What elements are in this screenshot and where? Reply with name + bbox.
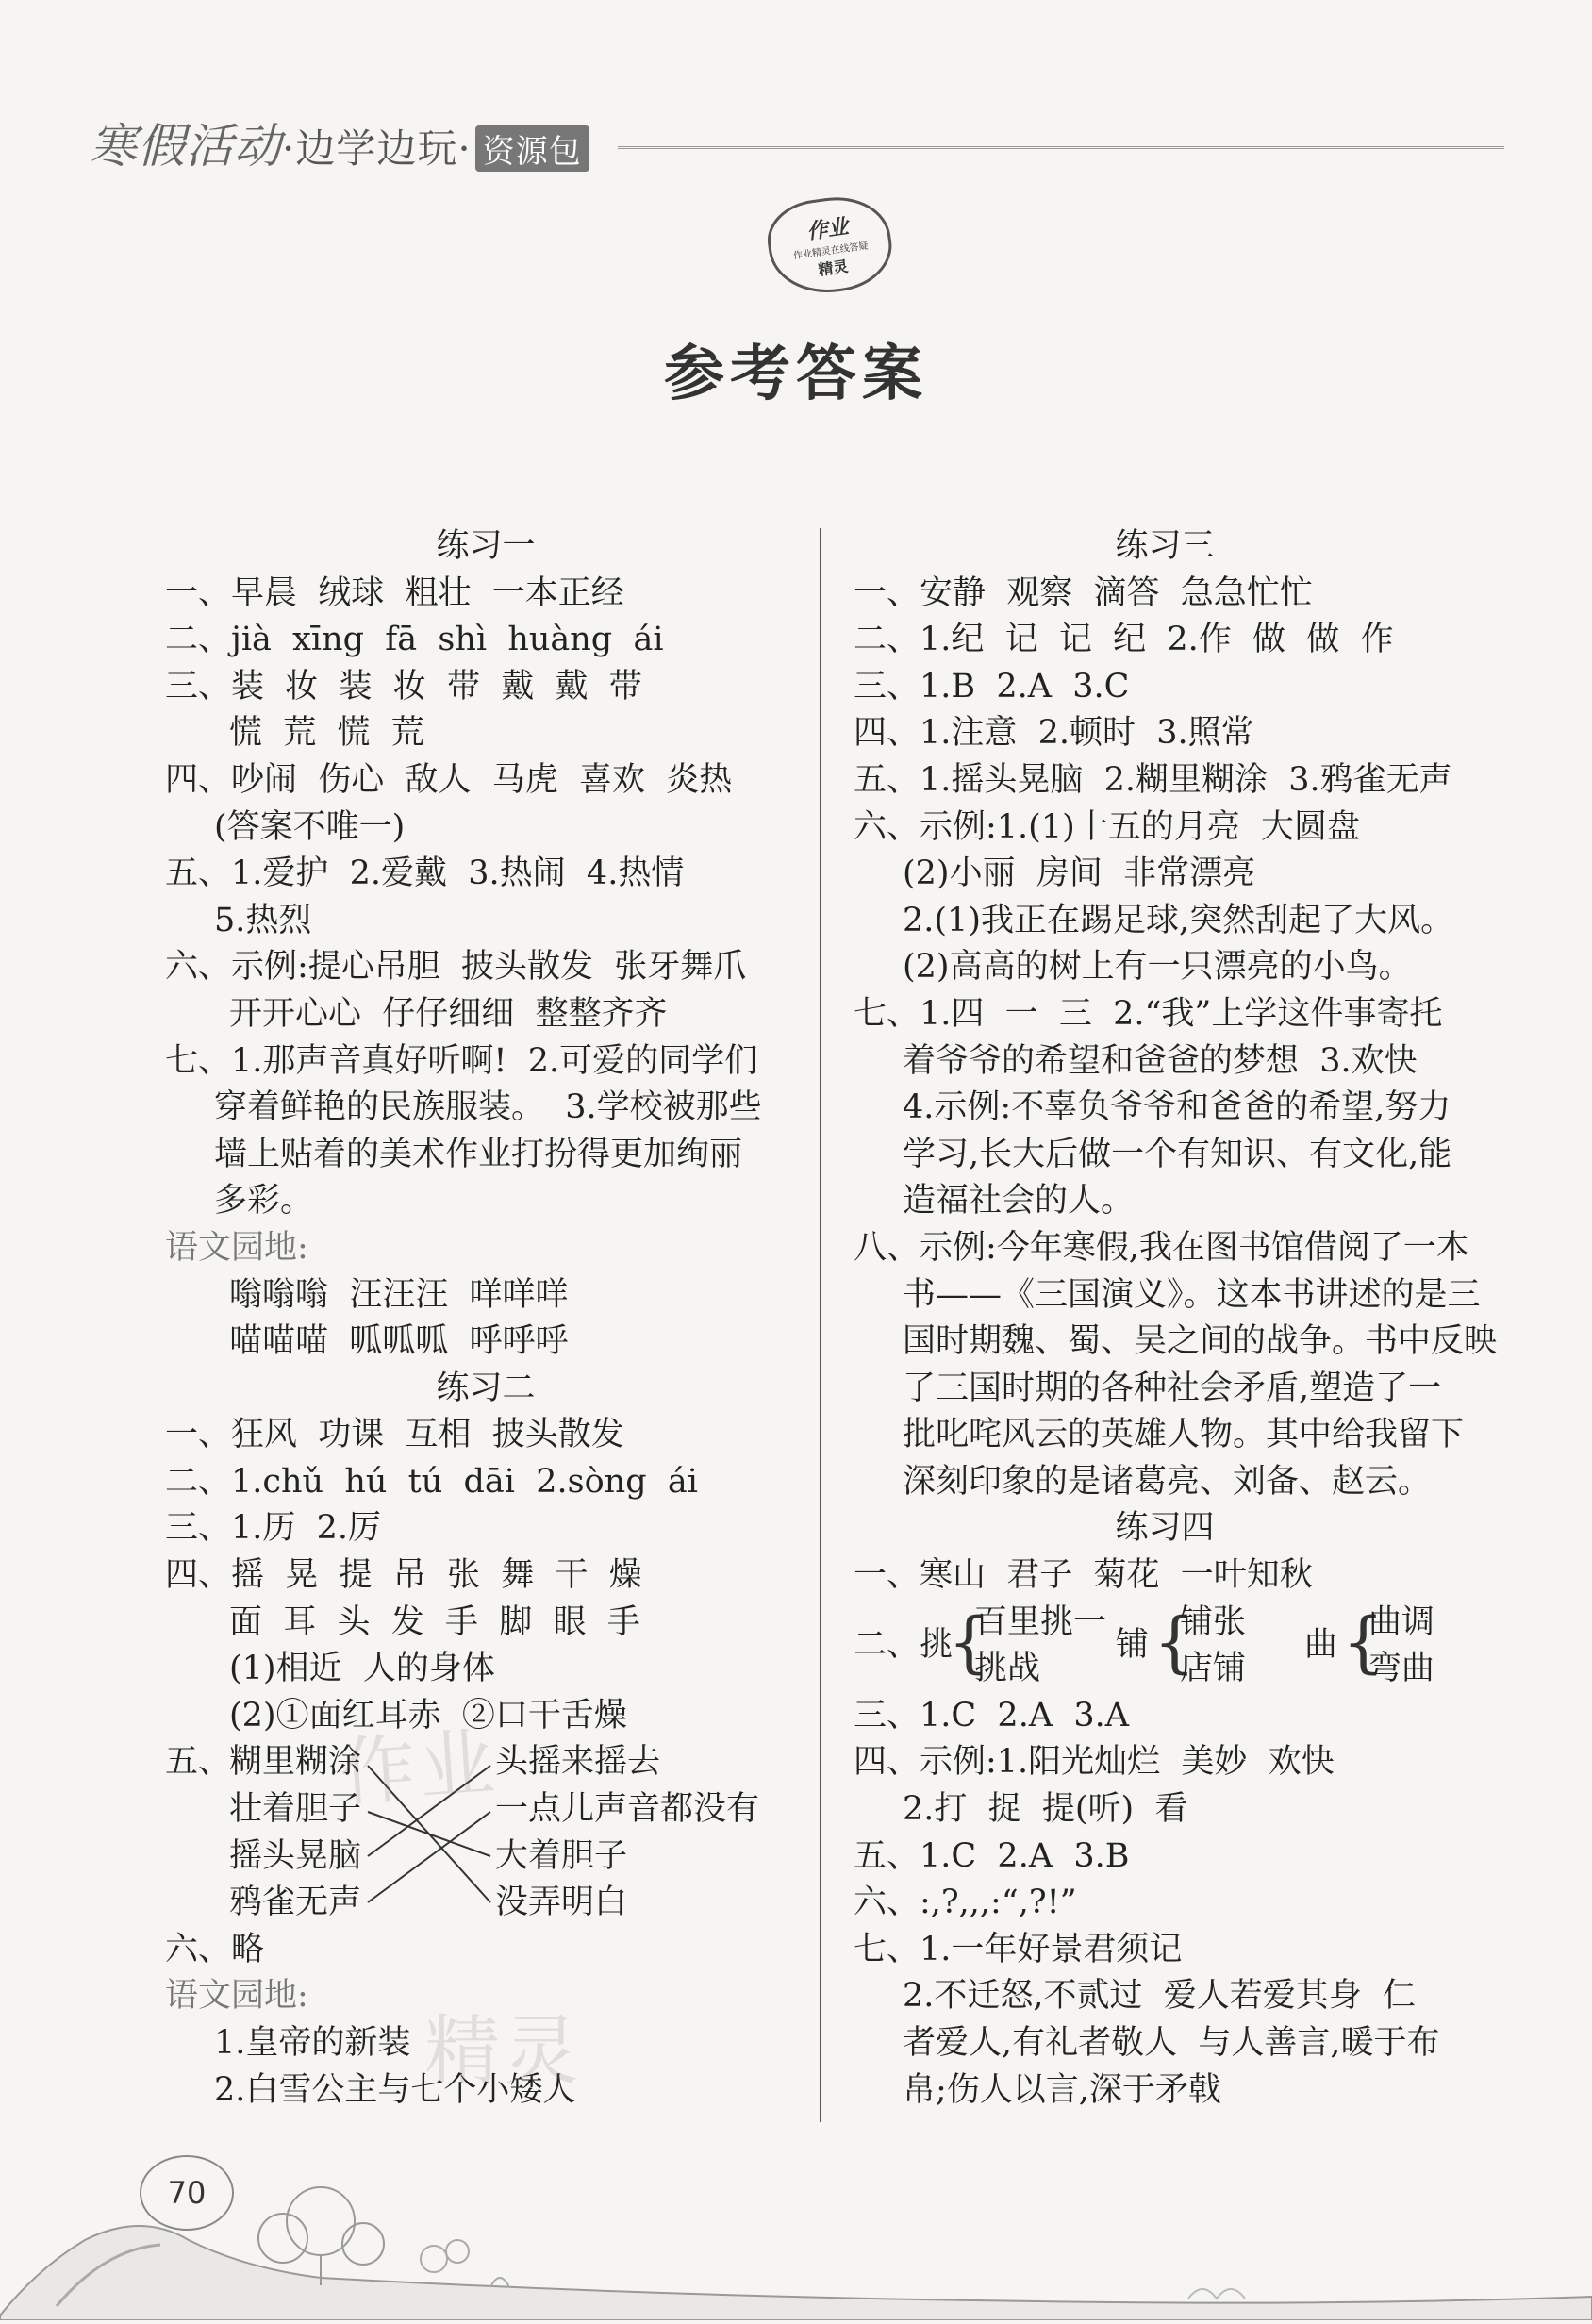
answer-line: 六、示例:1.(1)十五的月亮 大圆盘 — [854, 807, 1361, 846]
section-title-ex1: 练习一 — [436, 527, 536, 565]
brace-head: 曲 — [1304, 1625, 1338, 1664]
answer-line: 四、吵闹 伤心 敌人 马虎 喜欢 炎热 — [165, 760, 733, 799]
section-title-ex3: 练习三 — [1115, 527, 1215, 565]
answer-line: 墙上贴着的美术作业打扮得更加绚丽 — [214, 1135, 743, 1173]
answer-line: 了三国时期的各种社会矛盾,塑造了一 — [903, 1369, 1442, 1407]
answer-line: 国时期魏、蜀、吴之间的战争。书中反映 — [903, 1322, 1498, 1361]
footer-decoration — [0, 2127, 1592, 2320]
chinese-garden-label: 语文园地: — [165, 1977, 308, 2016]
brand-separator: ·边学边玩· — [282, 125, 472, 172]
answer-line: 造福社会的人。 — [903, 1182, 1135, 1220]
brace-item: 曲调 — [1368, 1602, 1435, 1641]
chinese-garden-label: 语文园地: — [165, 1228, 308, 1267]
answer-line: (2)①面红耳赤 ②口干舌燥 — [229, 1696, 627, 1735]
answer-line: 2.打 捉 提(听) 看 — [903, 1790, 1188, 1829]
seal-line1: 作业 — [804, 213, 851, 244]
answer-line: 嗡嗡嗡 汪汪汪 咩咩咩 — [229, 1275, 569, 1314]
header-rule — [618, 146, 1504, 149]
section-title-ex4: 练习四 — [1115, 1509, 1215, 1548]
brace-icon: { — [1153, 1602, 1196, 1681]
seal-line2: 作业精灵在线答疑 — [792, 240, 870, 261]
section-title-ex2: 练习二 — [436, 1369, 536, 1407]
brace-icon: { — [948, 1602, 990, 1681]
answer-line: 着爷爷的希望和爸爸的梦想 3.欢快 — [903, 1041, 1418, 1080]
answer-line: 四、示例:1.阳光灿烂 美妙 欢快 — [854, 1743, 1335, 1782]
answer-line: 2.白雪公主与七个小矮人 — [214, 2070, 576, 2109]
answer-line: 2.不迁怒,不贰过 爱人若爱其身 仁 — [903, 1977, 1417, 2016]
answer-line: (2)小丽 房间 非常漂亮 — [903, 855, 1256, 893]
answer-line: 多彩。 — [214, 1182, 314, 1220]
answer-line: 2.(1)我正在踢足球,突然刮起了大风。 — [903, 901, 1454, 939]
match-line — [368, 1812, 490, 1902]
page-title: 参考答案 — [664, 339, 928, 409]
match-line — [368, 1812, 490, 1856]
answer-line: 书——《三国演义》。这本书讲述的是三 — [903, 1275, 1481, 1314]
watermark: 精灵 — [424, 2007, 583, 2095]
answer-line: 慌 荒 慌 荒 — [229, 714, 424, 753]
answer-line: (2)高高的树上有一只漂亮的小鸟。 — [903, 948, 1412, 987]
brace-icon: { — [1342, 1602, 1385, 1681]
answer-line: 四、1.注意 2.顿时 3.照常 — [854, 714, 1254, 753]
seal-line3: 精灵 — [817, 257, 850, 279]
answer-line: 1.皇帝的新装 — [214, 2024, 411, 2063]
answer-line: 喵喵喵 呱呱呱 呼呼呼 — [229, 1322, 569, 1361]
answer-line: 七、1.那声音真好听啊! 2.可爱的同学们 — [165, 1041, 758, 1080]
match-left-item: 摇头晃脑 — [229, 1836, 362, 1875]
match-right-item: 头摇来摇去 — [495, 1743, 661, 1782]
answer-line: 一、安静 观察 滴答 急急忙忙 — [854, 573, 1313, 612]
answer-line: 八、示例:今年寒假,我在图书馆借阅了一本 — [854, 1228, 1469, 1267]
answer-line: 三、1.B 2.A 3.C — [854, 667, 1130, 706]
answer-line: 一、早晨 绒球 粗壮 一本正经 — [165, 573, 624, 612]
answer-line: 学习,长大后做一个有知识、有文化,能 — [903, 1135, 1452, 1173]
answer-line: 帛;伤人以言,深于矛戟 — [903, 2070, 1221, 2109]
seal-body — [763, 190, 898, 300]
brand-main: 寒假活动 — [90, 119, 282, 174]
answer-line: 三、1.历 2.厉 — [165, 1509, 382, 1548]
brace-item: 百里挑一 — [974, 1602, 1107, 1641]
match-right-item: 大着胆子 — [495, 1836, 628, 1875]
seal-stamp — [769, 198, 891, 292]
match-left-item: 糊里糊涂 — [229, 1743, 362, 1782]
header-bar — [90, 104, 1504, 174]
answer-line: 4.示例:不辜负爷爷和爸爸的希望,努力 — [903, 1088, 1451, 1127]
brace-item: 弯曲 — [1368, 1650, 1435, 1688]
answer-line: 一、狂风 功课 互相 披头散发 — [165, 1416, 624, 1454]
answer-line: 三、装 妆 装 妆 带 戴 戴 带 — [165, 667, 642, 706]
answer-line: 四、摇 晃 提 吊 张 舞 干 燥 — [165, 1556, 642, 1595]
answer-line: 穿着鲜艳的民族服装。 3.学校被那些 — [214, 1088, 762, 1127]
brace-answer-group — [854, 1600, 1476, 1693]
answer-line: 开开心心 仔仔细细 整整齐齐 — [229, 994, 668, 1033]
page-number: 70 — [140, 2155, 234, 2231]
column-divider — [820, 528, 821, 2122]
left-column — [165, 523, 806, 2114]
answer-line: 者爱人,有礼者敬人 与人善言,暖于布 — [903, 2024, 1440, 2062]
match-prefix: 五、 — [165, 1743, 232, 1782]
answer-line: (答案不唯一) — [214, 807, 406, 846]
right-column — [854, 523, 1498, 2114]
brace-head: 铺 — [1116, 1625, 1150, 1664]
series-logo — [90, 108, 589, 176]
match-right-item: 一点儿声音都没有 — [495, 1790, 760, 1829]
answer-line: 六、:,?,,,:“,?!” — [854, 1884, 1077, 1922]
brace-item: 挑战 — [974, 1650, 1041, 1688]
answer-line: 批叱咤风云的英雄人物。其中给我留下 — [903, 1416, 1465, 1454]
answer-line: 三、1.C 2.A 3.A — [854, 1696, 1130, 1735]
footer-landscape-icon — [0, 2127, 1592, 2320]
brace-prefix: 二、挑 — [854, 1625, 954, 1664]
answer-line: 六、略 — [165, 1930, 265, 1968]
answer-line: 五、1.C 2.A 3.B — [854, 1836, 1130, 1875]
match-left-item: 壮着胆子 — [229, 1790, 362, 1829]
answer-line: (1)相近 人的身体 — [229, 1650, 495, 1688]
answer-line: 面 耳 头 发 手 脚 眼 手 — [229, 1602, 640, 1641]
answer-line: 六、示例:提心吊胆 披头散发 张牙舞爪 — [165, 948, 747, 987]
match-right-item: 没弄明白 — [495, 1884, 628, 1922]
answer-line: 二、jià xīng fā shì huàng ái — [165, 621, 664, 659]
answer-line: 二、1.chǔ hú tú dāi 2.sòng ái — [165, 1462, 698, 1501]
answer-line: 5.热烈 — [214, 901, 312, 939]
answer-line: 七、1.四 一 三 2.“我”上学这件事寄托 — [854, 994, 1443, 1033]
answer-line: 一、寒山 君子 菊花 一叶知秋 — [854, 1556, 1313, 1595]
answer-line: 七、1.一年好景君须记 — [854, 1930, 1183, 1968]
watermark: 作业 — [337, 1718, 502, 1818]
answer-line: 二、1.纪 记 记 纪 2.作 做 做 作 — [854, 621, 1394, 659]
brace-item: 铺张 — [1180, 1602, 1247, 1641]
answer-line: 深刻印象的是诸葛亮、刘备、赵云。 — [903, 1462, 1432, 1501]
brand-tag: 资源包 — [475, 125, 589, 172]
answer-line: 五、1.摇头晃脑 2.糊里糊涂 3.鸦雀无声 — [854, 760, 1452, 799]
brace-item: 店铺 — [1180, 1650, 1247, 1688]
answer-line: 五、1.爱护 2.爱戴 3.热闹 4.热情 — [165, 855, 685, 893]
match-left-item: 鸦雀无声 — [229, 1884, 362, 1922]
